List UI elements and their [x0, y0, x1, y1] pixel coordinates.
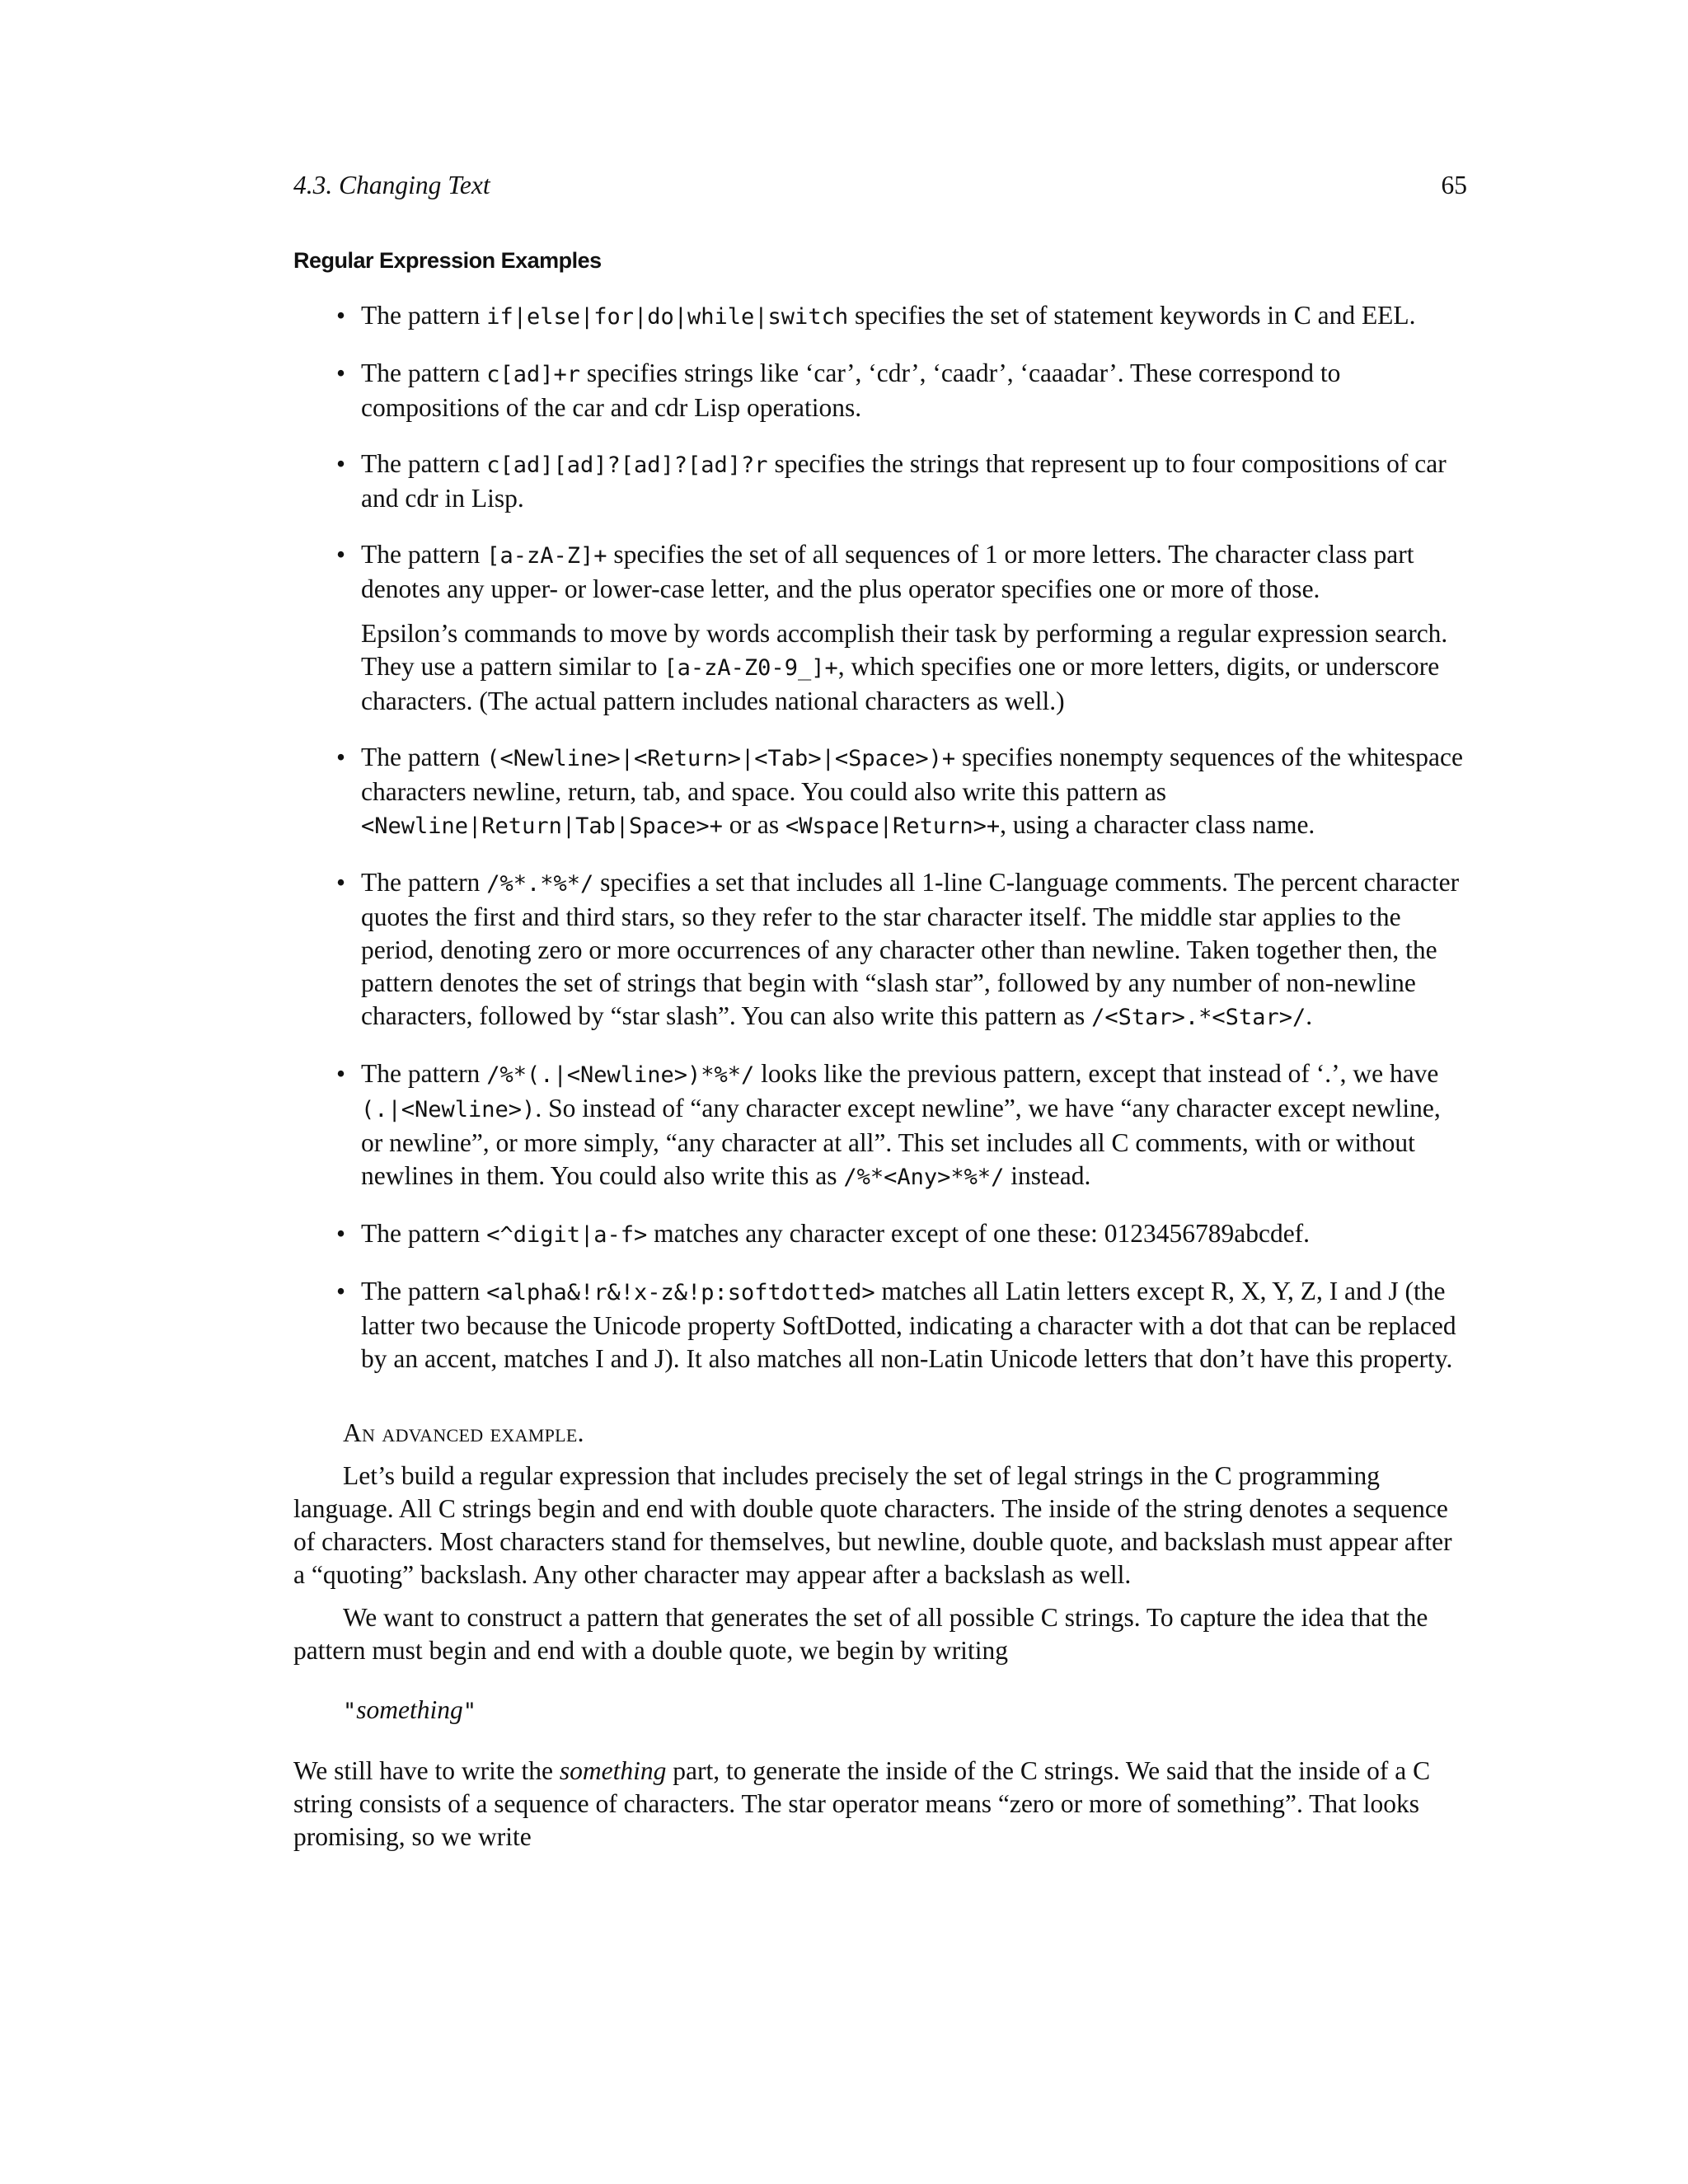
pattern-quote: " — [462, 1699, 477, 1724]
text-run: specifies nonempty sequences of the whitespace characters newline, return, tab, and space. You could also write this pattern as — [361, 743, 1463, 806]
list-item-paragraph — [361, 299, 1467, 334]
text-run: The pattern — [361, 301, 487, 330]
inline-code: c[ad]+r — [486, 362, 580, 387]
list-item-paragraph — [361, 1275, 1467, 1376]
list-item — [293, 448, 1467, 515]
text-run: The pattern — [361, 868, 487, 897]
text-run: specifies the set of all sequences of 1 or more letters. The character class part denotes any upper- or lower-case letter, and the plus operator specifies one or more of those. — [361, 540, 1414, 603]
text-run: The pattern — [361, 359, 487, 387]
inline-code: <^digit|a-f> — [486, 1222, 648, 1248]
text-run: looks like the previous pattern, except that instead of ‘.’, we have — [754, 1059, 1439, 1088]
inline-code: if|else|for|do|while|switch — [486, 304, 849, 330]
list-item — [293, 1217, 1467, 1252]
text-run: Epsilon’s commands to move by words accomplish their task by performing a regular expression search. They use a pattern similar to — [361, 619, 1448, 681]
list-item-paragraph — [361, 617, 1467, 718]
paragraph — [293, 1755, 1467, 1854]
text-run: specifies the set of statement keywords in C and EEL. — [848, 301, 1416, 330]
subsection-heading: An advanced example. — [343, 1418, 584, 1447]
text-run: specifies the strings that represent up to four compositions of car and cdr in Lisp. — [361, 449, 1447, 513]
list-item — [293, 741, 1467, 843]
running-header — [293, 169, 1467, 205]
display-pattern — [343, 1694, 1467, 1728]
inline-code: (<Newline>|<Return>|<Tab>|<Space>)+ — [486, 746, 956, 771]
text-run: The pattern — [361, 1219, 487, 1248]
text-run: We still have to write the — [293, 1756, 560, 1785]
inline-code: /%*<Any>*%*/ — [843, 1165, 1005, 1190]
text-run: part, to generate the inside of the C strings. We said that the inside of a C string consists of a sequence of characters. The star operator means “zero or more of something”. That looks promising, so we write — [293, 1756, 1431, 1851]
section-heading: Regular Expression Examples — [293, 248, 602, 273]
inline-code: [a-zA-Z0-9_]+ — [663, 655, 838, 681]
inline-code: [a-zA-Z]+ — [486, 543, 607, 569]
list-item-paragraph — [361, 1217, 1467, 1252]
paragraph: Let’s build a regular expression that includes precisely the set of legal strings in the C programming language. All C strings begin and end with double quote characters. The inside of the string denotes a sequence of characters. Most characters stand for themselves, but newline, double quote, and backslash must appear after a “quoting” backslash. Any other character may appear after a backslash as well. — [293, 1461, 1452, 1589]
pattern-quote: " — [343, 1699, 357, 1724]
list-item — [293, 1057, 1467, 1194]
list-item — [293, 299, 1467, 334]
inline-code: /%*(.|<Newline>)*%*/ — [486, 1062, 755, 1088]
examples-list — [293, 299, 1467, 1376]
list-item-paragraph — [361, 866, 1467, 1034]
text-run: matches any character except of one these: 0123456789abcdef. — [647, 1219, 1311, 1248]
text-run: The pattern — [361, 743, 487, 771]
section-title: 4.3. Changing Text — [293, 171, 490, 199]
text-run: The pattern — [361, 540, 487, 569]
list-item-paragraph — [361, 741, 1467, 843]
page-number: 65 — [1441, 171, 1467, 199]
text-run: The pattern — [361, 449, 487, 478]
list-item — [293, 538, 1467, 718]
text-run: . — [1306, 1001, 1313, 1030]
list-item — [293, 357, 1467, 424]
inline-code: c[ad][ad]?[ad]?[ad]?r — [486, 452, 768, 478]
list-item-paragraph — [361, 538, 1467, 606]
text-run: instead. — [1004, 1161, 1091, 1190]
text-run: . So instead of “any character except newline”, we have “any character except newline, or newline”, or more simply, “any character at all”. This set includes all C comments, with or without newlines in them. You could also write this as — [361, 1094, 1441, 1190]
inline-code: /%*.*%*/ — [486, 871, 594, 897]
text-run: matches all Latin letters except R, X, Y, Z, I and J (the latter two because the Unicode property SoftDotted, indicating a character with a dot that can be replaced by an accent, matches I and J). It also matches all non-Latin Unicode letters that don’t have this property. — [361, 1277, 1456, 1373]
pattern-placeholder: something — [356, 1695, 463, 1724]
text-run: The pattern — [361, 1277, 487, 1305]
list-item-paragraph — [361, 448, 1467, 515]
inline-code: <alpha&!r&!x-z&!p:softdotted> — [486, 1280, 875, 1305]
inline-code: /<Star>.*<Star>/ — [1091, 1005, 1306, 1030]
text-run: , using a character class name. — [1000, 810, 1315, 839]
paragraph: We want to construct a pattern that generates the set of all possible C strings. To capture the idea that the pattern must begin and end with a double quote, we begin by writing — [293, 1603, 1428, 1665]
list-item-paragraph — [361, 1057, 1467, 1194]
text-run: The pattern — [361, 1059, 487, 1088]
text-run: specifies a set that includes all 1-line C-language comments. The percent character quotes the first and third stars, so they refer to the star character itself. The middle star applies to the period, denoting zero or more occurrences of any character other than newline. Taken together then, the pattern denotes the set of strings that begin with “slash star”, followed by any number of non-newline characters, followed by “star slash”. You can also write this pattern as — [361, 868, 1460, 1030]
text-run: specifies strings like ‘car’, ‘cdr’, ‘caadr’, ‘caaadar’. These correspond to compositions of the car and cdr Lisp operations. — [361, 359, 1341, 422]
text-run: or as — [722, 810, 786, 839]
list-item — [293, 866, 1467, 1034]
inline-code: <Newline|Return|Tab|Space>+ — [361, 813, 723, 839]
inline-code: (.|<Newline>) — [361, 1097, 536, 1122]
text-run: , which specifies one or more letters, digits, or underscore characters. (The actual pattern includes national characters as well.) — [361, 652, 1440, 715]
emphasis: something — [559, 1756, 667, 1785]
list-item — [293, 1275, 1467, 1376]
document-page — [293, 169, 1467, 1854]
inline-code: <Wspace|Return>+ — [785, 813, 1001, 839]
list-item-paragraph — [361, 357, 1467, 424]
